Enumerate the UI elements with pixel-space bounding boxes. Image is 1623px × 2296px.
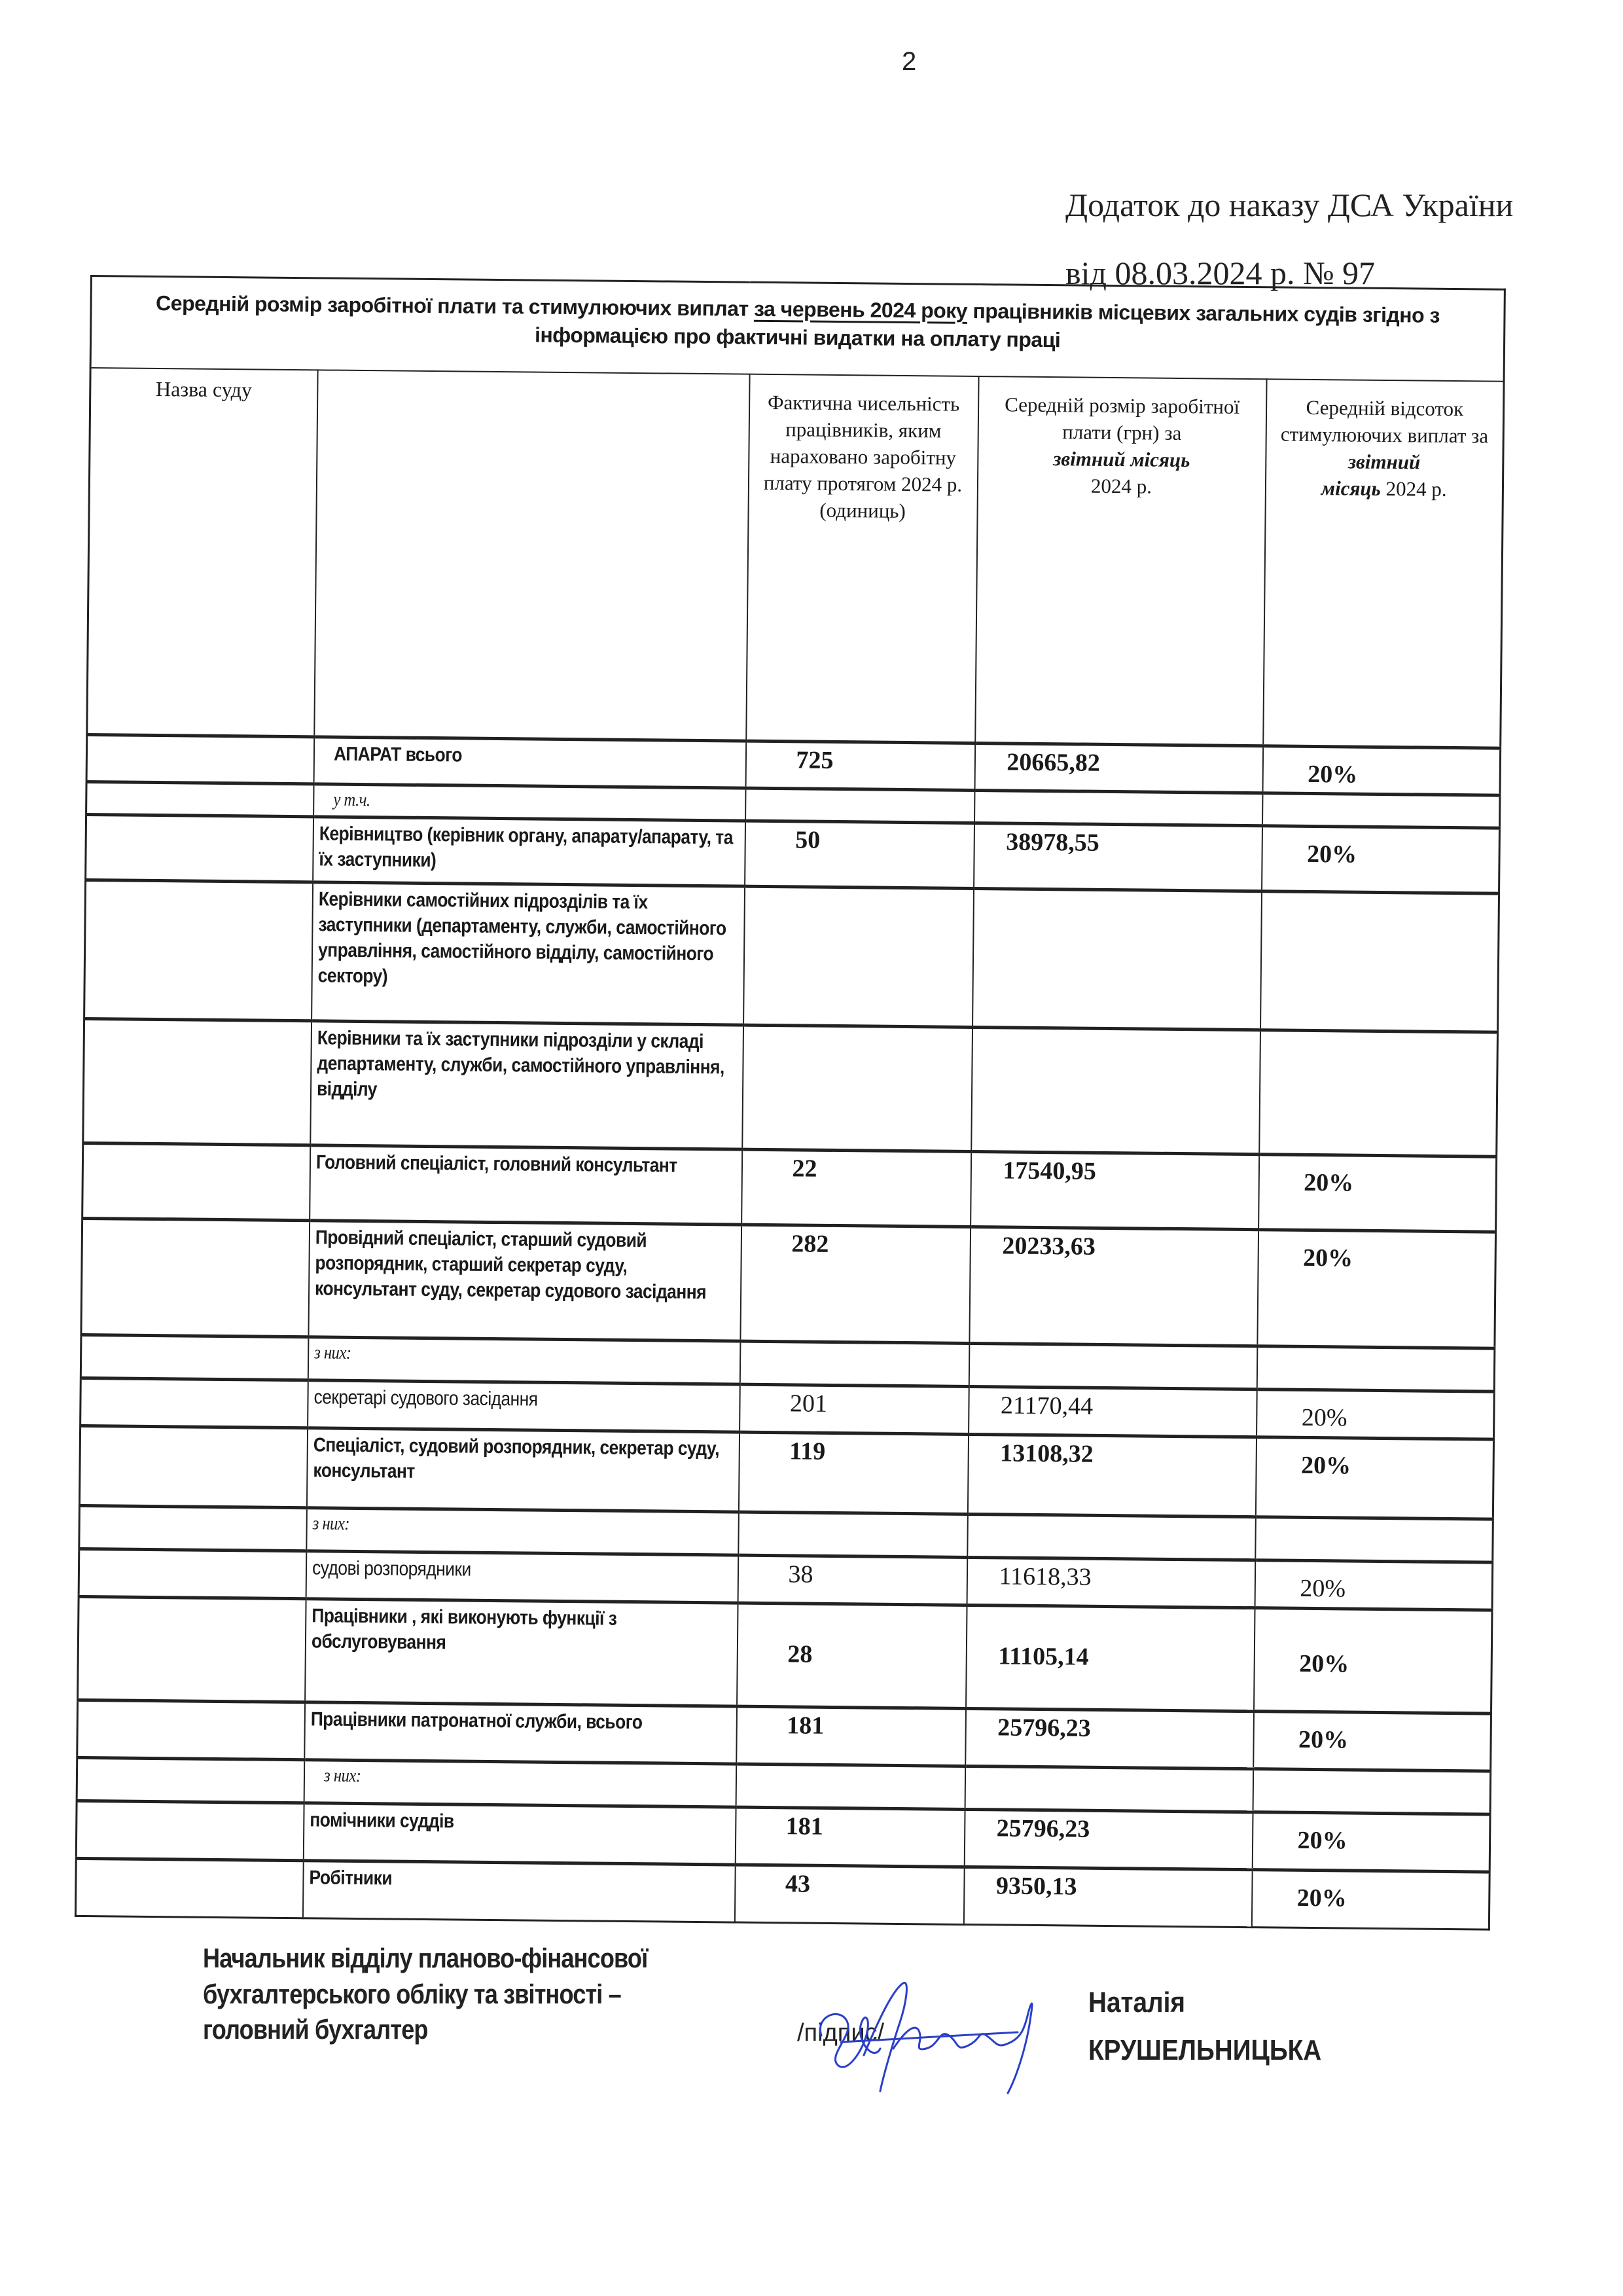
employee-count: 201 xyxy=(789,1390,828,1418)
annex-line-2: від 08.03.2024 р. № 97 xyxy=(1065,255,1376,291)
table-row xyxy=(79,1426,1493,1519)
report-title: Середній розмір заробітної плати та стимулюючих виплат за червень 2024 року працівників місцевих загальних судів згідно з інформацією про фактичні видатки на оплату праці xyxy=(90,276,1505,382)
category-label: Провідний спеціаліст, старший судовий розпорядник, старший секретар суду, консультант суду, секретар судового засідання xyxy=(314,1227,706,1304)
employee-count: 181 xyxy=(785,1812,823,1840)
signatory-position: Начальник відділу планово-фінансової бухгалтерського обліку та звітності – головний бухгалтер xyxy=(203,1943,648,2045)
title-row xyxy=(90,276,1505,382)
incentive-pct: 20% xyxy=(1296,1884,1347,1912)
report-sheet xyxy=(75,275,1504,1930)
signatory-surname: КРУШЕЛЬНИЦЬКА xyxy=(1088,2034,1322,2067)
category-label: з них: xyxy=(323,1765,361,1786)
employee-count: 38 xyxy=(788,1560,813,1588)
employee-count: 43 xyxy=(785,1869,811,1898)
avg-salary: 17540,95 xyxy=(1003,1157,1097,1186)
annex-header xyxy=(1065,188,1513,289)
incentive-pct: 20% xyxy=(1300,1451,1351,1480)
table-row xyxy=(82,1143,1497,1232)
category-label: Робітники xyxy=(308,1866,392,1890)
category-label: судові розпорядники xyxy=(312,1557,471,1581)
category-label: з них: xyxy=(313,1342,351,1364)
employee-count: 181 xyxy=(787,1711,825,1740)
employee-count: 119 xyxy=(789,1437,826,1465)
employee-count: 22 xyxy=(792,1155,817,1183)
avg-salary: 25796,23 xyxy=(996,1814,1090,1843)
salary-report-table xyxy=(75,275,1506,1930)
avg-salary: 13108,32 xyxy=(1000,1439,1094,1468)
category-label: Керівники самостійних підрозділів та їх заступники (департаменту, служби, самостійного управління, самостійного відділу, самостійного сектору) xyxy=(317,888,726,988)
page-number: 2 xyxy=(902,47,917,76)
employee-count: 28 xyxy=(787,1640,813,1669)
incentive-pct: 20% xyxy=(1306,840,1357,869)
avg-salary: 9350,13 xyxy=(995,1872,1077,1901)
avg-salary: 21170,44 xyxy=(1000,1391,1094,1421)
employee-count: 282 xyxy=(791,1230,829,1259)
employee-count: 725 xyxy=(796,746,834,774)
annex-line-1: Додаток до наказу ДСА України xyxy=(1065,187,1514,223)
avg-salary: 38978,55 xyxy=(1006,828,1099,857)
employee-count: 50 xyxy=(795,826,821,855)
table-row xyxy=(78,1596,1492,1713)
handwritten-signature-icon xyxy=(802,1977,1090,2094)
header-court-name: Назва суду xyxy=(87,368,317,736)
signatory-first-name: Наталія xyxy=(1088,1986,1185,2018)
header-avg-salary: Середній розмір заробітної плати (грн) за звітний місяць 2024 р. xyxy=(975,376,1266,745)
category-label: Спеціаліст, судовий розпорядник, секретар суду, консультант xyxy=(312,1434,719,1482)
category-label: АПАРАТ всього xyxy=(333,743,462,766)
court-cell xyxy=(86,734,314,784)
table-row xyxy=(84,880,1499,1033)
header-count: Фактична чисельність працівників, яким нараховано заробітну плату протягом 2024 р. (одиниць) xyxy=(746,374,978,743)
header-avg-incentive-pct: Середній відсоток стимулюючих виплат за звітний місяць 2024 р. xyxy=(1263,380,1504,748)
avg-salary: 11618,33 xyxy=(999,1562,1092,1591)
avg-salary: 20233,63 xyxy=(1002,1232,1096,1261)
category-label: Працівники , які виконують функції з обслуговування xyxy=(311,1604,616,1653)
incentive-pct: 20% xyxy=(1301,1404,1347,1432)
avg-salary: 20665,82 xyxy=(1007,748,1101,777)
incentive-pct: 20% xyxy=(1299,1650,1349,1678)
category-label: з них: xyxy=(312,1513,349,1534)
avg-salary: 25796,23 xyxy=(997,1713,1091,1742)
category-label: Головний спеціаліст, головний консультант xyxy=(315,1151,677,1177)
category-label: Керівники та їх заступники підрозділи у складі департаменту, служби, самостійного управління, відділу xyxy=(316,1027,724,1101)
incentive-pct: 20% xyxy=(1298,1725,1349,1754)
incentive-pct: 20% xyxy=(1302,1244,1353,1273)
header-category xyxy=(314,370,749,741)
header-row xyxy=(87,368,1504,748)
incentive-pct: 20% xyxy=(1304,1169,1354,1198)
category-label: Керівництво (керівник органу, апарату/апарату, та їх заступники) xyxy=(318,823,733,872)
signature-mark: /підпис/ xyxy=(797,2019,885,2047)
category-label: Працівники патронатної служби, всього xyxy=(310,1708,643,1733)
avg-salary: 11105,14 xyxy=(998,1642,1089,1672)
incentive-pct: 20% xyxy=(1300,1574,1346,1603)
report-period: за червень 2024 року xyxy=(753,296,968,323)
table-row xyxy=(83,1019,1498,1157)
signatory-name xyxy=(1088,1983,1321,2070)
incentive-pct: 20% xyxy=(1297,1826,1347,1855)
category-label: помічники суддів xyxy=(309,1808,454,1833)
category-label: секретарі судового засідання xyxy=(313,1386,538,1411)
table-row xyxy=(81,1219,1496,1349)
category-label: у т.ч. xyxy=(332,790,370,811)
incentive-pct: 20% xyxy=(1308,760,1358,789)
